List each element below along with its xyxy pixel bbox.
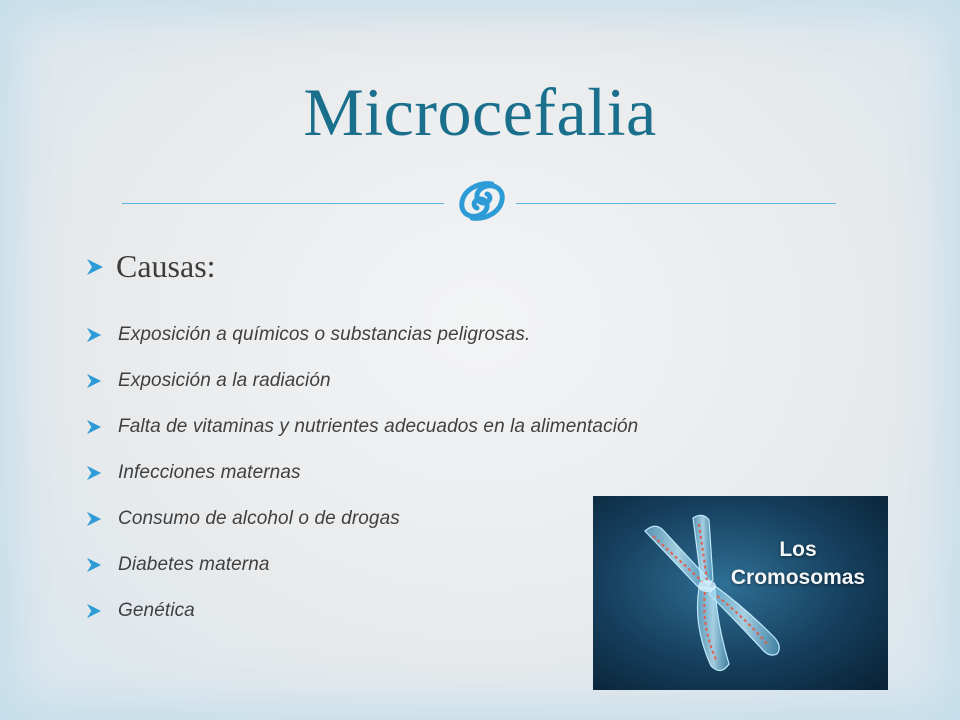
image-caption-line1: Los bbox=[779, 538, 817, 561]
causas-heading-row bbox=[86, 248, 216, 285]
arrow-bullet-icon bbox=[86, 511, 102, 527]
arrow-bullet-icon bbox=[86, 465, 102, 481]
list-item-text: Diabetes materna bbox=[118, 554, 270, 575]
list-item bbox=[86, 496, 638, 542]
list-item-text: Falta de vitaminas y nutrientes adecuados en la alimentación bbox=[118, 416, 639, 437]
list-item-text: Genética bbox=[118, 600, 195, 621]
list-item-text: Exposición a químicos o substancias peligrosas. bbox=[118, 324, 531, 345]
arrow-bullet-icon bbox=[86, 373, 102, 389]
list-item-text: Exposición a la radiación bbox=[118, 370, 331, 391]
chromosome-image bbox=[593, 496, 888, 690]
title-divider-left bbox=[122, 203, 444, 204]
list-item-text: Consumo de alcohol o de drogas bbox=[118, 508, 400, 529]
list-item bbox=[86, 312, 638, 358]
slide-title: Microcefalia bbox=[303, 74, 657, 150]
image-caption bbox=[723, 536, 873, 592]
list-item bbox=[86, 588, 638, 634]
title-divider-right bbox=[516, 203, 836, 204]
arrow-bullet-icon bbox=[86, 603, 102, 619]
arrow-bullet-icon bbox=[86, 419, 102, 435]
causas-heading: Causas: bbox=[116, 248, 216, 284]
arrow-bullet-icon bbox=[86, 327, 102, 343]
list-item bbox=[86, 542, 638, 588]
image-caption-line2: Cromosomas bbox=[730, 566, 866, 589]
arrow-bullet-icon bbox=[86, 258, 104, 276]
list-item bbox=[86, 450, 638, 496]
swirl-ornament-icon bbox=[452, 178, 510, 224]
causes-list bbox=[86, 312, 638, 634]
list-item bbox=[86, 358, 638, 404]
list-item-text: Infecciones maternas bbox=[118, 462, 301, 483]
list-item bbox=[86, 404, 638, 450]
arrow-bullet-icon bbox=[86, 557, 102, 573]
